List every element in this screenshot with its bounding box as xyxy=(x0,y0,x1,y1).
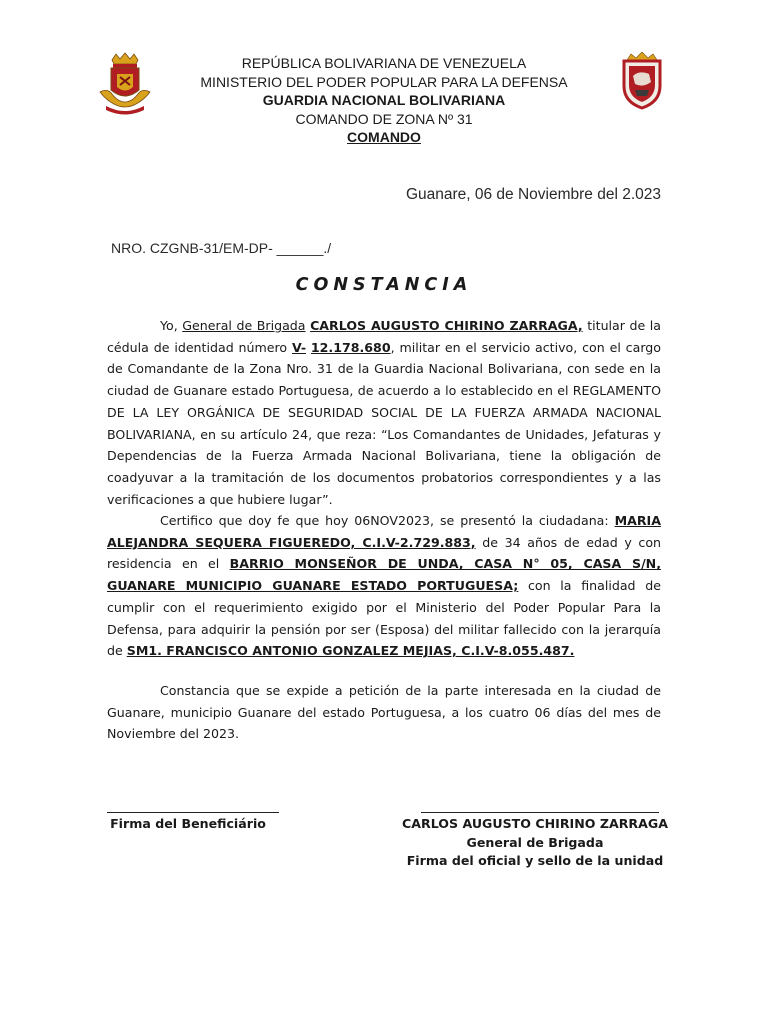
paragraph-2 xyxy=(107,510,661,662)
p1-text-e: , militar en el servicio activo, con el cargo de Comandante de la Zona Nro. 31 de la Guardia Nacional Bolivariana, con sede en la ciudad de Guanare estado Portuguesa, de acuerdo a lo establecido en el REGLAMENTO DE LA LEY ORGÁNICA DE SEGURIDAD SOCIAL DE LA FUERZA ARMADA NACIONAL BOLIVARIANA, en su artículo 24, que reza: “Los Comandantes de Unidades, Jefaturas y Dependencias de la Fuerza Armada Nacional Bolivariana, tiene la obligación de coadyuvar a la tramitación de los documentos probatorios correspondientes y a las verificaciones a que hubiere lugar”. xyxy=(107,339,661,507)
gnb-coat-of-arms-icon xyxy=(98,52,152,118)
header-ministry: MINISTERIO DEL PODER POPULAR PARA LA DEFENSA xyxy=(200,73,568,90)
p1-text-a: Yo, xyxy=(160,318,183,333)
officer-signature-name: CARLOS AUGUSTO CHIRINO ZARRAGA xyxy=(402,816,668,831)
header-zone: COMANDO DE ZONA Nº 31 xyxy=(295,110,473,127)
reference-number: NRO. CZGNB-31/EM-DP- ______./ xyxy=(111,240,332,256)
deceased-member: SM1. FRANCISCO ANTONIO GONZALEZ MEJIAS, C.I.V-8.055.487. xyxy=(126,643,575,659)
citizen-address: BARRIO MONSEÑOR DE UNDA, CASA N° 05, CASA S/N, GUANARE MUNICIPIO GUANARE ESTADO PORTUGUESA; xyxy=(107,556,661,594)
beneficiary-signature-label: Firma del Beneficiário xyxy=(110,816,266,831)
header-command: COMANDO xyxy=(347,129,421,146)
p3-text: Constancia que se expide a petición de la parte interesada en la ciudad de Guanare, municipio Guanare del estado Portuguesa, a los cuatro 06 días del mes de Noviembre del 2023. xyxy=(107,683,661,742)
officer-id-number: 12.178.680 xyxy=(310,339,391,355)
zone-shield-icon xyxy=(619,52,665,110)
header-guard: GUARDIA NACIONAL BOLIVARIANA xyxy=(262,92,506,109)
paragraph-3 xyxy=(107,680,661,745)
beneficiary-signature-line xyxy=(107,812,279,813)
letterhead xyxy=(150,54,618,147)
document-title: CONSTANCIA xyxy=(295,275,473,295)
officer-name: CARLOS AUGUSTO CHIRINO ZARRAGA, xyxy=(310,318,583,333)
header-republic: REPÚBLICA BOLIVARIANA DE VENEZUELA xyxy=(241,55,527,71)
p2-text-a: Certifico que doy fe que hoy 06NOV2023, se presentó la ciudadana: xyxy=(160,513,615,528)
p2-text-c: con la finalidad de cumplir con el requerimiento exigido por el Ministerio del Poder Popular Para la Defensa, para adquirir la pensión por ser (Esposa) del militar fallecido con la jerarquía de xyxy=(107,578,661,659)
officer-signature-rank: General de Brigada xyxy=(466,834,604,850)
p1-text-c: titular de la cédula de identidad número xyxy=(107,318,661,355)
paragraph-1 xyxy=(107,315,661,510)
officer-id-prefix: V- xyxy=(291,339,307,355)
p2-text-b: de 34 años de edad y con residencia en el xyxy=(107,534,662,572)
officer-signature-caption: Firma del oficial y sello de la unidad xyxy=(406,853,664,868)
citizen-name: MARIA ALEJANDRA SEQUERA FIGUEREDO, C.I.V-2.729.883, xyxy=(107,513,661,550)
officer-signature-block xyxy=(400,815,670,871)
officer-signature-line xyxy=(421,812,659,813)
officer-rank: General de Brigada xyxy=(182,318,306,333)
document-date: Guanare, 06 de Noviembre del 2.023 xyxy=(405,186,661,203)
